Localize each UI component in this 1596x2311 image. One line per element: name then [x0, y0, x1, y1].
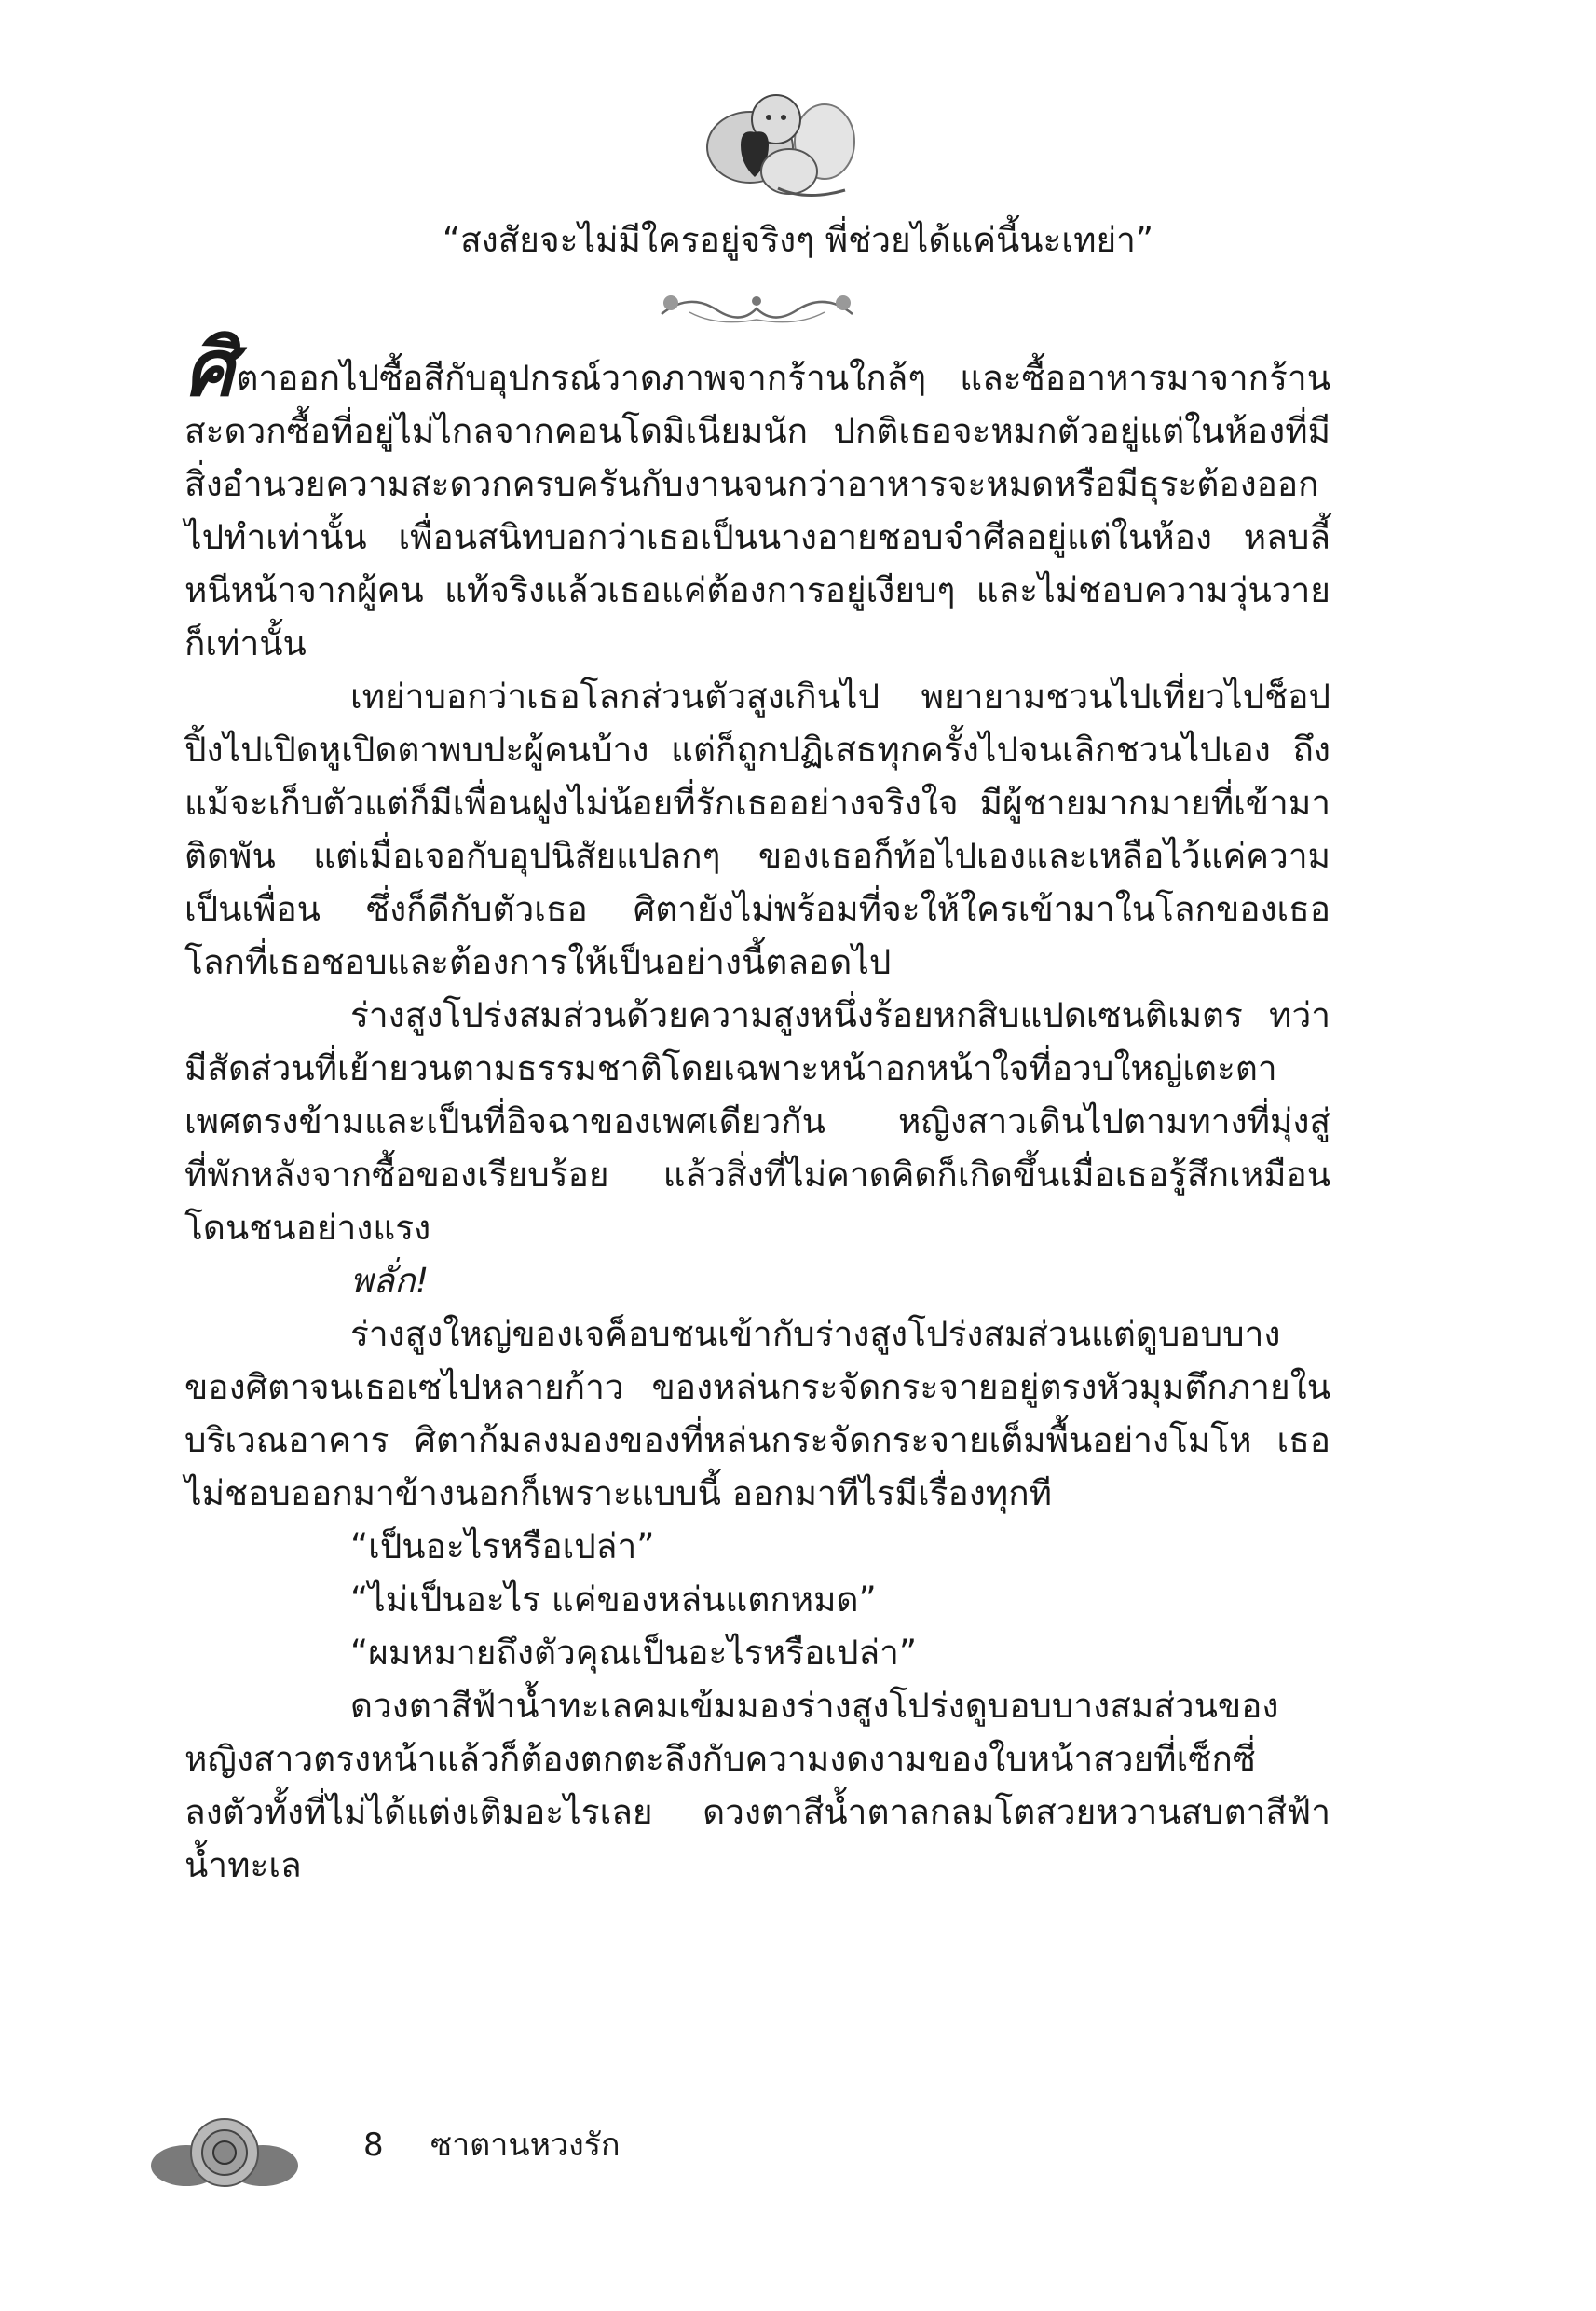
paragraph-2: เทย่าบอกว่าเธอโลกส่วนตัวสูงเกินไป พยายามชวนไปเที่ยวไปช็อปปิ้งไปเปิดหูเปิดตาพบปะผู้คนบ้าง แต่ก็ถูกปฏิเสธทุกครั้งไปจนเลิกชวนไปเอง ถึงแม้จะเก็บตัวแต่ก็มีเพื่อนฝูงไม่น้อยที่รักเธออย่างจริงใจ มีผู้ชายมากมายที่เข้ามาติดพัน แต่เมื่อเจอกับอุปนิสัยแปลกๆ ของเธอก็ท้อไปเองและเหลือไว้แค่ความเป็นเพื่อน ซึ่งก็ดีกับตัวเธอ ศิตายังไม่พร้อมที่จะให้ใครเข้ามาในโลกของเธอ โลกที่เธอชอบและต้องการให้เป็นอย่างนี้ตลอดไป [184, 677, 1330, 982]
rose-ornament [149, 2108, 300, 2201]
paragraph-5: ดวงตาสีฟ้าน้ำทะเลคมเข้มมองร่างสูงโปร่งดูบอบบางสมส่วนของหญิงสาวตรงหน้าแล้วก็ต้องตกตะลึงกับความงดงามของใบหน้าสวยที่เซ็กซี่ลงตัวทั้งที่ไม่ได้แต่งเติมอะไรเลย ดวงตาสีน้ำตาลกลมโตสวยหวานสบตาสีฟ้าน้ำทะเล [184, 1686, 1330, 1885]
paragraph-3: ร่างสูงโปร่งสมส่วนด้วยความสูงหนึ่งร้อยหกสิบแปดเซนติเมตร ทว่ามีสัดส่วนที่เย้ายวนตามธรรมชาติโดยเฉพาะหน้าอกหน้าใจที่อวบใหญ่เตะตาเพศตรงข้ามและเป็นที่อิจฉาของเพศเดียวกัน หญิงสาวเดินไปตามทางที่มุ่งสู่ที่พักหลังจากซื้อของเรียบร้อย แล้วสิ่งที่ไม่คาดคิดก็เกิดขึ้นเมื่อเธอรู้สึกเหมือนโดนชนอย่างแรง [184, 995, 1330, 1248]
paragraph-text: ตาออกไปซื้อสีกับอุปกรณ์วาดภาพจากร้านใกล้ๆ และซื้ออาหารมาจากร้านสะดวกซื้อที่อยู่ไม่ไกลจากคอนโดมิเนียมนัก ปกติเธอจะหมกตัวอยู่แต่ในห้องที่มีสิ่งอำนวยความสะดวกครบครันกับงานจนกว่าอาหารจะหมดหรือมีธุระต้องออกไปทำเท่านั้น เพื่อนสนิทบอกว่าเธอเป็นนางอายชอบจำศีลอยู่แต่ในห้อง หลบลี้หนีหน้าจากผู้คน แท้จริงแล้วเธอแค่ต้องการอยู่เงียบๆ และไม่ชอบความวุ่นวายก็เท่านั้น [184, 358, 1330, 663]
opening-quote: “สงสัยจะไม่มีใครอยู่จริงๆ พี่ช่วยได้แค่นี้นะเทย่า” [442, 220, 1154, 260]
cupid-illustration [685, 86, 862, 209]
chapter-body [184, 321, 1330, 1892]
dialogue-line-3: “ผมหมายถึงตัวคุณเป็นอะไรหรือเปล่า” [350, 1633, 918, 1673]
ornament-divider [652, 284, 862, 331]
paragraph-4: ร่างสูงใหญ่ของเจค็อบชนเข้ากับร่างสูงโปร่งสมส่วนแต่ดูบอบบางของศิตาจนเธอเซไปหลายก้าว ของหล่นกระจัดกระจายอยู่ตรงหัวมุมตึกภายในบริเวณอาคาร ศิตาก้มลงมองของที่หล่นกระจัดกระจายเต็มพื้นอย่างโมโห เธอไม่ชอบออกมาข้างนอกก็เพราะแบบนี้ ออกมาทีไรมีเรื่องทุกที [184, 1314, 1330, 1513]
dialogue-line-2: “ไม่เป็นอะไร แค่ของหล่นแตกหมด” [350, 1579, 877, 1620]
paragraph-1 [184, 321, 1330, 670]
book-title: ซาตานหวงรัก [430, 2126, 621, 2164]
page-number: 8 [363, 2126, 384, 2164]
drop-cap: ศิ [184, 321, 235, 414]
dialogue-line-1: “เป็นอะไรหรือเปล่า” [350, 1526, 655, 1566]
sound-effect: พลั่ก! [350, 1261, 430, 1301]
